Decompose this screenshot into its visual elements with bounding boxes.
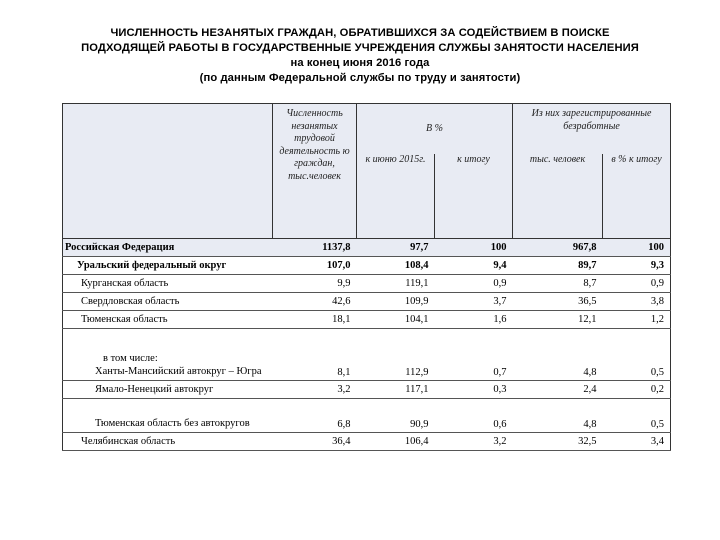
total-value: 3,2: [435, 433, 513, 451]
registered-value: 8,7: [513, 275, 603, 293]
total-value: 0,7: [435, 329, 513, 381]
count-value: 3,2: [273, 381, 357, 399]
header-registered-thousands: тыс. человек: [513, 154, 603, 239]
registered-percent-value: 3,4: [603, 433, 671, 451]
title-line-4: (по данным Федеральной службы по труду и занятости): [199, 72, 521, 84]
june-value: 117,1: [357, 381, 435, 399]
registered-percent-value: 0,5: [603, 329, 671, 381]
total-value: 0,9: [435, 275, 513, 293]
header-region-cell: [63, 104, 273, 239]
region-name: Свердловская область: [63, 293, 273, 311]
registered-value: 12,1: [513, 311, 603, 329]
region-name: Ямало-Ненецкий автокруг: [63, 381, 273, 399]
registered-value: 32,5: [513, 433, 603, 451]
header-count: Численность незанятых трудовой деятельность ю граждан, тыс.человек: [273, 104, 357, 239]
registered-percent-value: 1,2: [603, 311, 671, 329]
table-row: [63, 329, 671, 381]
region-name: Курганская область: [63, 275, 273, 293]
count-value: 8,1: [273, 329, 357, 381]
count-value: 107,0: [273, 257, 357, 275]
header-registered-percent: в % к итогу: [603, 154, 671, 239]
region-name: Тюменская область: [63, 311, 273, 329]
unemployment-table: [62, 103, 671, 451]
table-row: [63, 433, 671, 451]
header-percent-june: к июню 2015г.: [357, 154, 435, 239]
registered-value: 89,7: [513, 257, 603, 275]
june-value: 109,9: [357, 293, 435, 311]
table-row: [63, 275, 671, 293]
count-value: 6,8: [273, 399, 357, 433]
registered-percent-value: 0,5: [603, 399, 671, 433]
registered-value: 4,8: [513, 399, 603, 433]
table-row: [63, 239, 671, 257]
registered-percent-value: 0,9: [603, 275, 671, 293]
table-header-row-1: [63, 104, 671, 154]
table-row: [63, 257, 671, 275]
region-name: Тюменская область без автокругов: [63, 399, 273, 433]
region-name: Российская Федерация: [63, 239, 273, 257]
table-row: [63, 311, 671, 329]
count-value: 36,4: [273, 433, 357, 451]
june-value: 97,7: [357, 239, 435, 257]
header-percent-total: к итогу: [435, 154, 513, 239]
header-registered: Из них зарегистрированные безработные: [513, 104, 671, 154]
june-value: 108,4: [357, 257, 435, 275]
header-percent: В %: [357, 104, 513, 154]
region-name: Уральский федеральный округ: [63, 257, 273, 275]
document-title: [30, 26, 690, 86]
june-value: 112,9: [357, 329, 435, 381]
registered-value: 2,4: [513, 381, 603, 399]
registered-percent-value: 0,2: [603, 381, 671, 399]
june-value: 106,4: [357, 433, 435, 451]
count-value: 9,9: [273, 275, 357, 293]
june-value: 119,1: [357, 275, 435, 293]
region-name: Челябинская область: [63, 433, 273, 451]
total-value: 0,3: [435, 381, 513, 399]
count-value: 18,1: [273, 311, 357, 329]
region-note: в том числе:: [103, 353, 158, 364]
june-value: 104,1: [357, 311, 435, 329]
region-name-cell: [63, 329, 273, 381]
total-value: 9,4: [435, 257, 513, 275]
registered-percent-value: 100: [603, 239, 671, 257]
table-row: [63, 381, 671, 399]
title-line-2: ПОДХОДЯЩЕЙ РАБОТЫ В ГОСУДАРСТВЕННЫЕ УЧРЕЖДЕНИЯ СЛУЖБЫ ЗАНЯТОСТИ НАСЕЛЕНИЯ: [81, 42, 639, 54]
count-value: 1137,8: [273, 239, 357, 257]
region-name: Ханты-Мансийский автокруг – Югра: [95, 365, 262, 377]
total-value: 0,6: [435, 399, 513, 433]
count-value: 42,6: [273, 293, 357, 311]
total-value: 3,7: [435, 293, 513, 311]
total-value: 100: [435, 239, 513, 257]
title-line-3: на конец июня 2016 года: [290, 57, 430, 69]
registered-value: 36,5: [513, 293, 603, 311]
registered-percent-value: 3,8: [603, 293, 671, 311]
title-line-1: ЧИСЛЕННОСТЬ НЕЗАНЯТЫХ ГРАЖДАН, ОБРАТИВШИХСЯ ЗА СОДЕЙСТВИЕМ В ПОИСКЕ: [110, 27, 610, 39]
june-value: 90,9: [357, 399, 435, 433]
total-value: 1,6: [435, 311, 513, 329]
table-row: [63, 293, 671, 311]
registered-value: 967,8: [513, 239, 603, 257]
table-row: [63, 399, 671, 433]
registered-value: 4,8: [513, 329, 603, 381]
registered-percent-value: 9,3: [603, 257, 671, 275]
